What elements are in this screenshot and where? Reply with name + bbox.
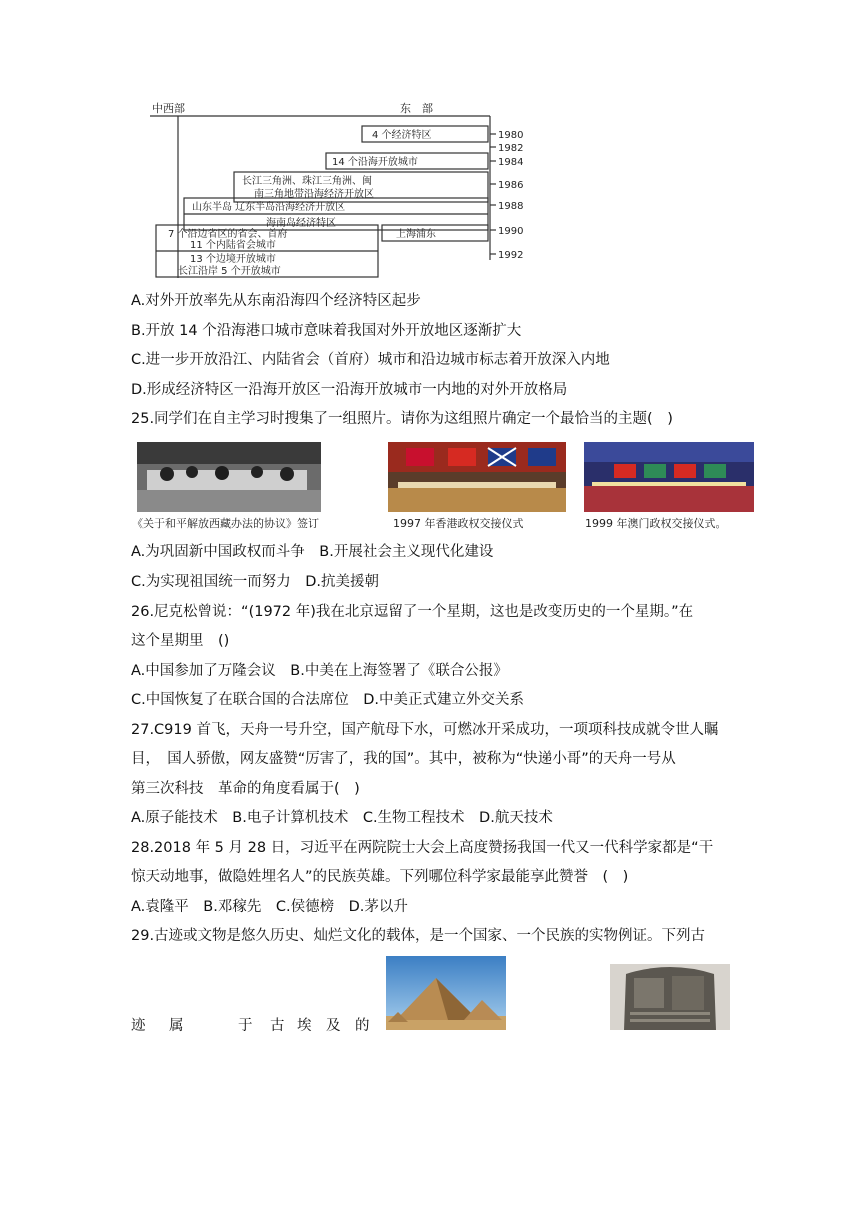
q27-options: A.原子能技术 B.电子计算机技术 C.生物工程技术 D.航天技术 [131,810,553,826]
photo-stele [610,964,730,1030]
q24-option-c: C.进一步开放沿江、内陆省会（首府）城市和沿边城市标志着开放深入内地 [131,352,610,368]
q29-word: 于 [238,1018,253,1034]
photo-hongkong-handover [388,442,566,512]
year-label: 1990 [498,226,524,237]
year-label: 1982 [498,143,524,154]
box-1992-line1: 7 个沿边省区的省会、首府 [168,229,288,240]
q29-word: 及 [326,1018,341,1034]
caption-macau: 1999 年澳门政权交接仪式。 [585,517,727,530]
box-1986-line2: 南三角地带沿海经济开放区 [254,189,374,200]
photo-tibet-agreement [137,442,321,512]
q29-word: 埃 [297,1018,312,1034]
q24-option-b: B.开放 14 个沿海港口城市意味着我国对外开放地区逐渐扩大 [131,323,522,339]
box-1988-line2: 海南岛经济特区 [266,218,336,229]
q24-option-d: D.形成经济特区一沿海开放区一沿海开放城市一内地的对外开放格局 [131,382,568,398]
year-label: 1980 [498,130,524,141]
year-label: 1992 [498,250,524,261]
q26-options-cd: C.中国恢复了在联合国的合法席位 D.中美正式建立外交关系 [131,692,525,708]
q29-word: 的 [355,1018,370,1034]
q28-stem-line2: 惊天动地事，做隐姓埋名人”的民族英雄。下列哪位科学家最能享此赞誉 ( ) [131,869,629,885]
q29-word: 迹 [131,1018,146,1034]
q27-stem-line1: 27.C919 首飞，天舟一号升空，国产航母下水，可燃冰开采成功，一项项科技成就令世人瞩 [131,722,719,738]
q28-options: A.袁隆平 B.邓稼先 C.侯德榜 D.茅以升 [131,899,408,915]
photo-pyramids [386,956,506,1030]
q25-options-cd: C.为实现祖国统一而努力 D.抗美援朝 [131,574,380,590]
photo-macau-handover [584,442,754,512]
caption-hongkong: 1997 年香港政权交接仪式 [393,517,524,530]
q26-stem-line2: 这个星期里 () [131,633,230,649]
q29-word: 古 [270,1018,285,1034]
diagram-left-header: 中西部 [152,102,185,115]
year-label: 1986 [498,180,524,191]
box-1988-line1: 山东半岛 辽东半岛沿海经济开放区 [192,202,346,213]
q26-stem-line1: 26.尼克松曾说：“(1972 年)我在北京逗留了一个星期，这也是改变历史的一个星期。”在 [131,604,694,620]
q26-options-ab: A.中国参加了万隆会议 B.中美在上海签署了《联合公报》 [131,663,508,679]
opening-up-diagram [150,100,540,280]
q25-stem: 25.同学们在自主学习时搜集了一组照片。请你为这组照片确定一个最恰当的主题( ) [131,411,673,427]
q27-stem-line3: 第三次科技 革命的角度看属于( ) [131,781,360,797]
q24-option-a: A.对外开放率先从东南沿海四个经济特区起步 [131,293,421,309]
box-1992-line4: 长江沿岸 5 个开放城市 [178,266,281,277]
caption-tibet: 《关于和平解放西藏办法的协议》签订 [132,517,319,530]
year-label: 1984 [498,157,524,168]
q27-stem-line2: 目， 国人骄傲，网友盛赞“厉害了，我的国”。其中，被称为“快递小哥”的天舟一号从 [131,751,676,767]
q29-stem-line1: 29.古迹或文物是悠久历史、灿烂文化的载体，是一个国家、一个民族的实物例证。下列古 [131,928,706,944]
box-1992-line2: 11 个内陆省会城市 [190,240,276,251]
box-1980: 4 个经济特区 [372,130,432,141]
q25-options-ab: A.为巩固新中国政权而斗争 B.开展社会主义现代化建设 [131,544,494,560]
box-1986-line1: 长江三角洲、珠江三角洲、闽 [242,176,372,187]
q29-word: 属 [169,1018,184,1034]
box-1992-line3: 13 个边境开放城市 [190,254,276,265]
box-1990: 上海浦东 [396,229,436,240]
q28-stem-line1: 28.2018 年 5 月 28 日，习近平在两院院士大会上高度赞扬我国一代又一代科学家都是“干 [131,840,714,856]
diagram-right-header: 东 部 [400,102,433,115]
year-label: 1988 [498,201,524,212]
box-1984: 14 个沿海开放城市 [332,157,418,168]
